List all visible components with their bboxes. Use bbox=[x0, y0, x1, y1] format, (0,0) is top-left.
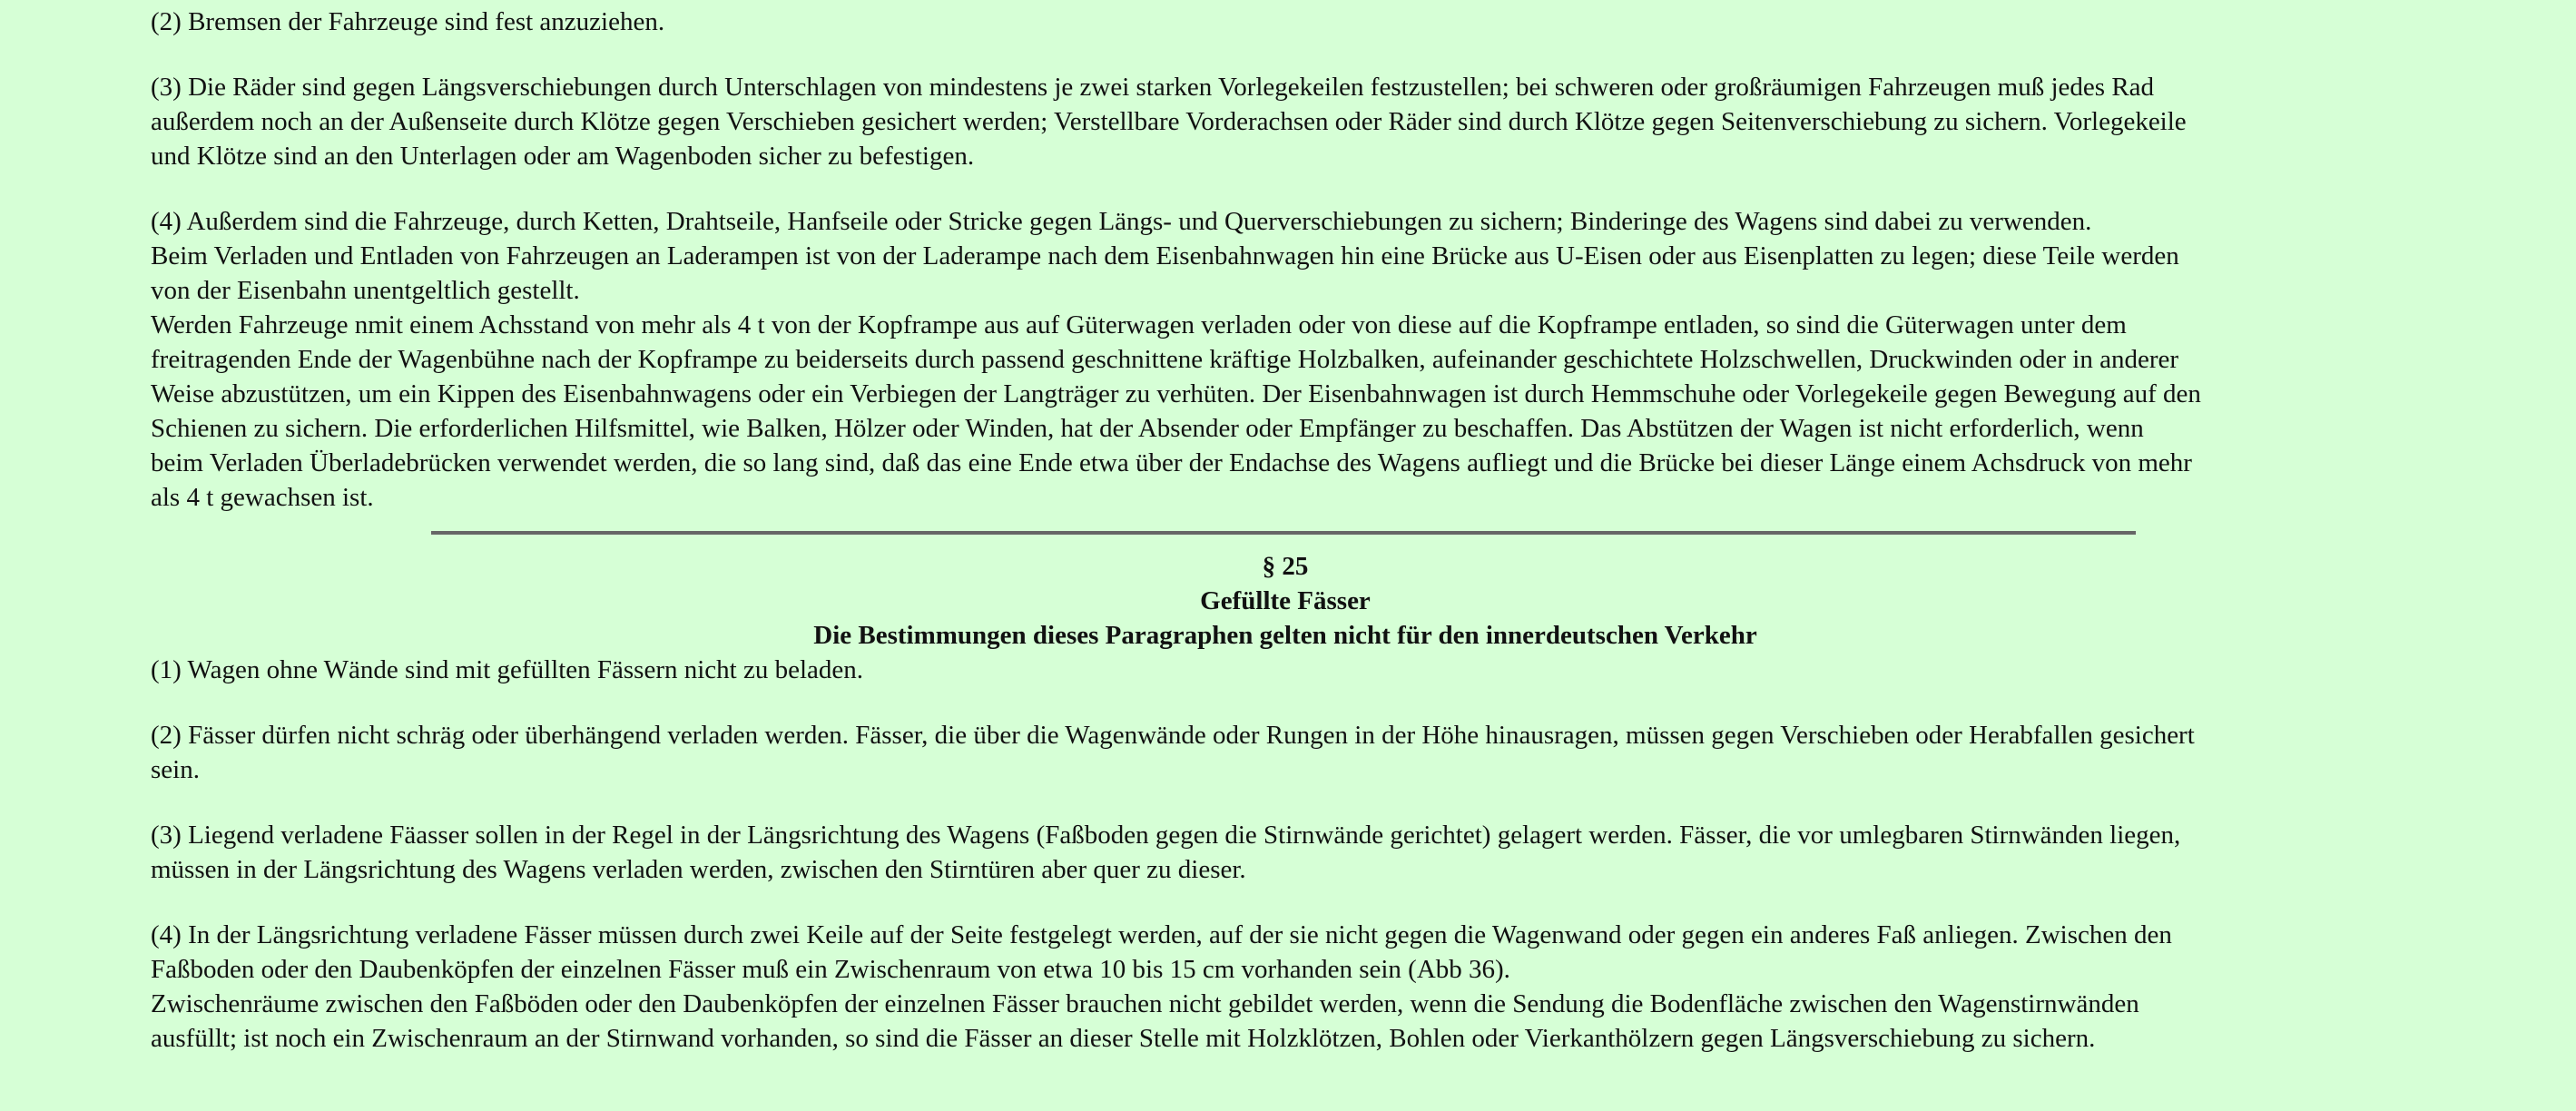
section-divider bbox=[431, 531, 2136, 535]
section-number: § 25 bbox=[1262, 552, 1309, 581]
spacer bbox=[151, 787, 2420, 818]
s25-paragraph-1: (1) Wagen ohne Wände sind mit gefüllten Fässern nicht zu beladen. bbox=[151, 655, 864, 684]
s24-paragraph-4: (4) Außerdem sind die Fahrzeuge, durch Ketten, Drahtseile, Hanfseile oder Stricke gegen Längs- und Querverschiebungen zu sichern; Binderinge des Wagens sind dabei zu verwenden. Beim Verladen und Entladen von Fahrzeugen an Laderampen ist von der Laderampe nach dem Eisenbahnwagen hin eine Brücke aus U-Eisen oder aus Eisenplatten zu legen; diese Teile werden von der Eisenbahn unentgeltlich gestellt. Werden Fahrzeuge nmit einem Achsstand von mehr als 4 t von der Kopframpe aus auf Güterwagen verladen oder von diese auf die Kopframpe entladen, so sind die Güterwagen unter dem freitragenden Ende der Wagenbühne nach der Kopframpe zu beiderseits durch passend geschnittene kräftige Holzbalken, aufeinander geschichtete Holzschwellen, Druckwinden oder in anderer Weise abzustützen, um ein Kippen des Eisenbahnwagens oder ein Verbiegen der Langträger zu verhüten. Der Eisenbahnwagen ist durch Hemmschuhe oder Vorlegekeile gegen Bewegung auf den Schienen zu sichern. Die erforderlichen Hilfsmittel, wie Balken, Hölzer oder Winden, hat der Absender oder Empfänger zu beschaffen. Das Abstützen der Wagen ist nicht erforderlich, wenn beim Verladen Überladebrücken verwendet werden, die so lang sind, daß das eine Ende etwa über der Endachse des Wagens aufliegt und die Brücke bei dieser Länge einem Achsdruck von mehr als 4 t gewachsen ist. bbox=[151, 207, 2201, 512]
spacer bbox=[151, 39, 2420, 70]
document-page bbox=[151, 5, 2420, 1056]
s24-paragraph-2: (2) Bremsen der Fahrzeuge sind fest anzuziehen. bbox=[151, 7, 665, 36]
s24-paragraph-3: (3) Die Räder sind gegen Längsverschiebungen durch Unterschlagen von mindestens je zwei starken Vorlegekeilen festzustellen; bei schweren oder großräumigen Fahrzeugen muß jedes Rad außerdem noch an der Außenseite durch Klötze gegen Verschieben gesichert werden; Verstellbare Vorderachsen oder Räder sind durch Klötze gegen Seitenverschiebung zu sichern. Vorlegekeile und Klötze sind an den Unterlagen oder am Wagenboden sicher zu befestigen. bbox=[151, 73, 2187, 171]
spacer bbox=[151, 887, 2420, 918]
section-title: Gefüllte Fässer bbox=[1200, 586, 1371, 615]
s25-paragraph-2: (2) Fässer dürfen nicht schräg oder überhängend verladen werden. Fässer, die über die Wagenwände oder Rungen in der Höhe hinausragen, müssen gegen Verschieben oder Herabfallen gesichert sein. bbox=[151, 721, 2195, 784]
s25-paragraph-3: (3) Liegend verladene Fäasser sollen in der Regel in der Längsrichtung des Wagens (Faßboden gegen die Stirnwände gerichtet) gelagert werden. Fässer, die vor umlegbaren Stirnwänden liegen, müssen in der Längsrichtung des Wagens verladen werden, zwischen den Stirntüren aber quer zu dieser. bbox=[151, 821, 2181, 884]
section-subtitle: Die Bestimmungen dieses Paragraphen gelten nicht für den innerdeutschen Verkehr bbox=[813, 621, 1757, 650]
s25-paragraph-4: (4) In der Längsrichtung verladene Fässer müssen durch zwei Keile auf der Seite festgelegt werden, auf der sie nicht gegen die Wagenwand oder gegen ein anderes Faß anliegen. Zwischen den Faßboden oder den Daubenköpfen der einzelnen Fässer muß ein Zwischenraum von etwa 10 bis 15 cm vorhanden sein (Abb 36). Zwischenräume zwischen den Faßböden oder den Daubenköpfen der einzelnen Fässer brauchen nicht gebildet werden, wenn die Sendung die Bodenfläche zwischen den Wagenstirnwänden ausfüllt; ist noch ein Zwischenraum an der Stirnwand vorhanden, so sind die Fässer an dieser Stelle mit Holzklötzen, Bohlen oder Vierkanthölzern gegen Längsverschiebung zu sichern. bbox=[151, 920, 2172, 1053]
spacer bbox=[151, 687, 2420, 718]
spacer bbox=[151, 173, 2420, 204]
